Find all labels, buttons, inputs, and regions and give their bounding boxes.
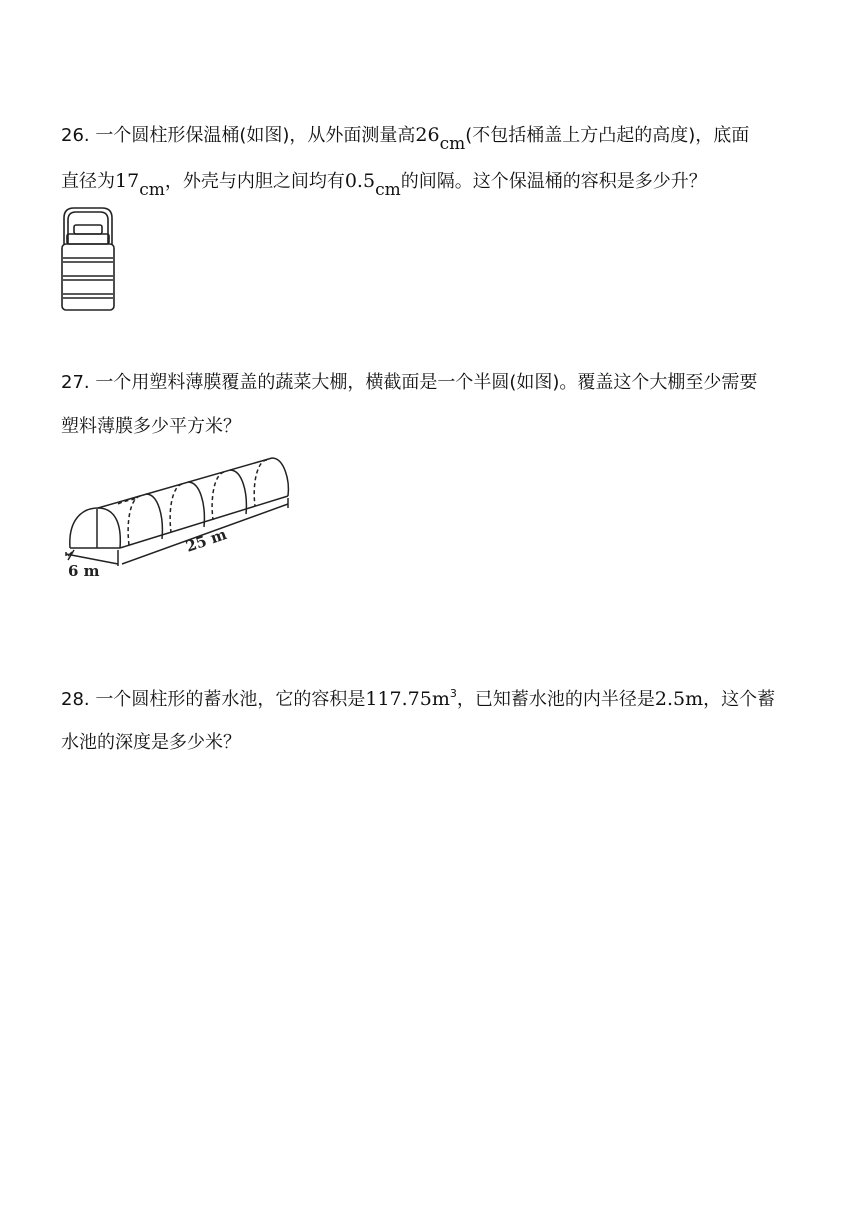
q26-text-a: 一个圆柱形保温桶(如图)，从外面测量高 bbox=[95, 125, 416, 146]
q28-number: 28. bbox=[61, 689, 90, 710]
q26-gap-value: 0.5 bbox=[344, 170, 376, 192]
q26-gap-unit: cm bbox=[375, 180, 401, 200]
q26-number: 26. bbox=[61, 125, 90, 146]
insulated-bucket-figure bbox=[58, 204, 118, 312]
q26-text-d: ，外壳与内胆之间均有 bbox=[164, 171, 345, 192]
greenhouse-length-label: 25 m bbox=[183, 525, 229, 556]
q26-text-e: 的间隔。这个保温桶的容积是多少升？ bbox=[400, 171, 707, 192]
q28-text-a: 一个圆柱形的蓄水池，它的容积是 bbox=[95, 689, 366, 710]
q28-text-d: 水池的深度是多少米？ bbox=[61, 732, 241, 753]
q27-text-a: 一个用塑料薄膜覆盖的蔬菜大棚，横截面是一个半圆(如图)。覆盖这个大棚至少需要 bbox=[95, 372, 758, 393]
q26-diameter-unit: cm bbox=[139, 180, 165, 200]
q27-line-1 bbox=[61, 374, 757, 392]
q28-volume-exp: 3 bbox=[449, 687, 457, 700]
q27-number: 27. bbox=[61, 372, 90, 393]
q26-text-b: (不包括桶盖上方凸起的高度)，底面 bbox=[465, 125, 750, 146]
q26-line-2 bbox=[61, 170, 707, 200]
q26-line-1 bbox=[61, 124, 750, 154]
greenhouse-figure bbox=[60, 452, 292, 580]
q28-volume-value: 117.75m bbox=[365, 688, 450, 710]
q26-height-value: 26 bbox=[415, 124, 440, 146]
q27-line-2 bbox=[61, 418, 241, 436]
q26-text-c: 直径为 bbox=[61, 171, 115, 192]
q28-text-c: ，这个蓄 bbox=[703, 689, 776, 710]
q28-line-2 bbox=[61, 734, 241, 752]
q26-height-unit: cm bbox=[439, 134, 466, 154]
q28-text-b: ，已知蓄水池的内半径是 bbox=[456, 689, 655, 710]
greenhouse-width-label: 6 m bbox=[68, 562, 100, 580]
q28-radius-value: 2.5m bbox=[654, 688, 704, 710]
q28-line-1 bbox=[61, 687, 776, 710]
q26-diameter-value: 17 bbox=[115, 170, 140, 192]
q27-text-b: 塑料薄膜多少平方米？ bbox=[61, 416, 241, 437]
